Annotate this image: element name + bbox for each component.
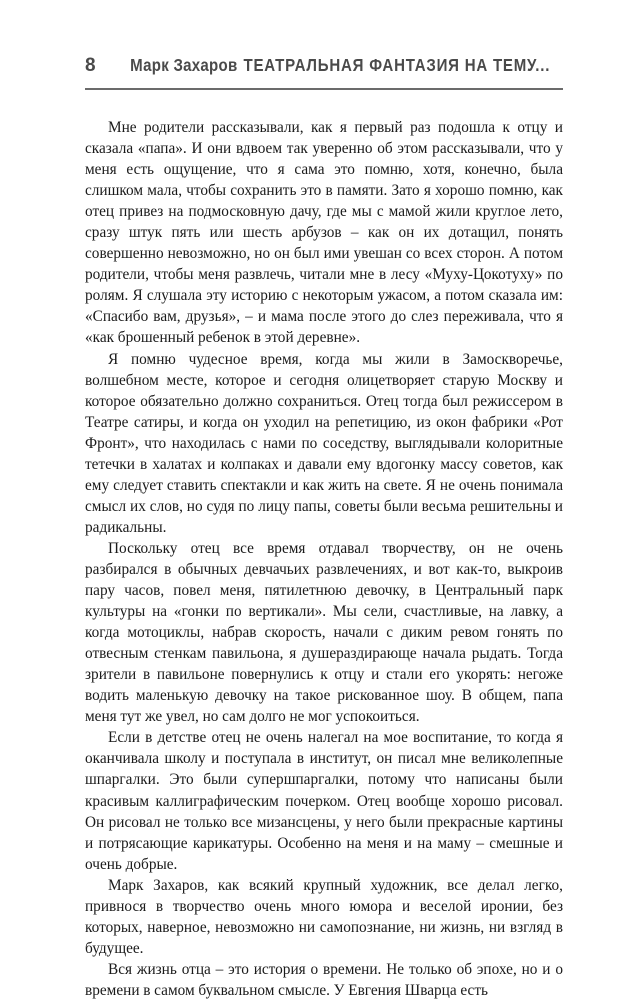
paragraph: Если в детстве отец не очень налегал на мое воспитание, то когда я оканчивала школу и поступала в институт, он писал мне великолепные шпаргалки. Это были супершпаргалки, потому что написаны были красивым каллиграфическим почерком. Отец вообще хорошо рисовал. Он рисовал не только все мизансцены, у него были прекрасные картины и потрясающие карикатуры. Особенно на меня и на маму – смешные и очень добрые. xyxy=(85,729,563,873)
header-divider-rule xyxy=(85,88,563,90)
running-header-author: Марк Захаров xyxy=(129,55,238,75)
paragraph: Поскольку отец все время отдавал творчеству, он не очень разбирался в обычных девчачьих развлечениях, и вот как-то, выкроив пару часов, повел меня, пятилетнюю девочку, в Центральный парк культуры на «гонки по вертикали». Мы сели, счастливые, на лавку, а когда мотоциклы, набрав скорость, начали с диким ревом гонять по отвесным стенкам павильона, я душераздирающе начала рыдать. Тогда зрители в павильоне повернулись к отцу и стали его укорять: негоже водить маленькую девочку на такое рискованное шоу. В общем, папа меня тут же увел, но сам долго не мог успокоиться. xyxy=(85,539,563,726)
body-text-block xyxy=(85,117,563,1001)
page-number: 8 xyxy=(85,55,96,76)
running-header-title xyxy=(130,57,550,75)
running-header xyxy=(85,56,563,86)
paragraph: Мне родители рассказывали, как я первый раз подошла к отцу и сказала «папа». И они вдвоем так уверенно об этом рассказывали, что у меня есть ощущение, что я сама это помню, хотя, конечно, была слишком мала, чтобы сохранить это в памяти. Зато я хорошо помню, как отец привез на подмосковную дачу, где мы с мамой жили круглое лето, сразу штук пять или шесть арбузов – как он их дотащил, понять совершенно невозможно, но он был ими увешан со всех сторон. А потом родители, чтобы меня развлечь, читали мне в лесу «Муху-Цокотуху» по ролям. Я слушала эту историю с некоторым ужасом, а потом сказала им: «Спасибо вам, друзья», – и мама после этого до слез переживала, что я «как брошенный ребенок в этой деревне». xyxy=(85,119,563,347)
paragraph: Марк Захаров, как всякий крупный художник, все делал легко, привнося в творчество очень много юмора и веселой иронии, без которых, наверное, невозможно ни самопознание, ни жизнь, ни взгляд в будущее. xyxy=(85,876,563,957)
running-header-work-title: ТЕАТРАЛЬНАЯ ФАНТАЗИЯ НА ТЕМУ... xyxy=(243,55,550,75)
paragraph: Вся жизнь отца – это история о времени. Не только об эпохе, но и о времени в самом буквальном смысле. У Евгения Шварца есть xyxy=(85,960,563,999)
paragraph: Я помню чудесное время, когда мы жили в Замоскворечье, волшебном месте, которое и сегодня олицетворяет старую Москву и которое обязательно должно сохраниться. Отец тогда был режиссером в Театре сатиры, и когда он уходил на репетицию, из окон фабрики «Рот Фронт», что находилась с нами по соседству, выглядывали колоритные тетечки в халатах и колпаках и давали ему вдогонку массу советов, как ему следует ставить спектакли и как жить на свете. Я не очень понимала смысл их слов, но судя по лицу папы, советы были весьма решительны и радикальны. xyxy=(85,350,563,536)
